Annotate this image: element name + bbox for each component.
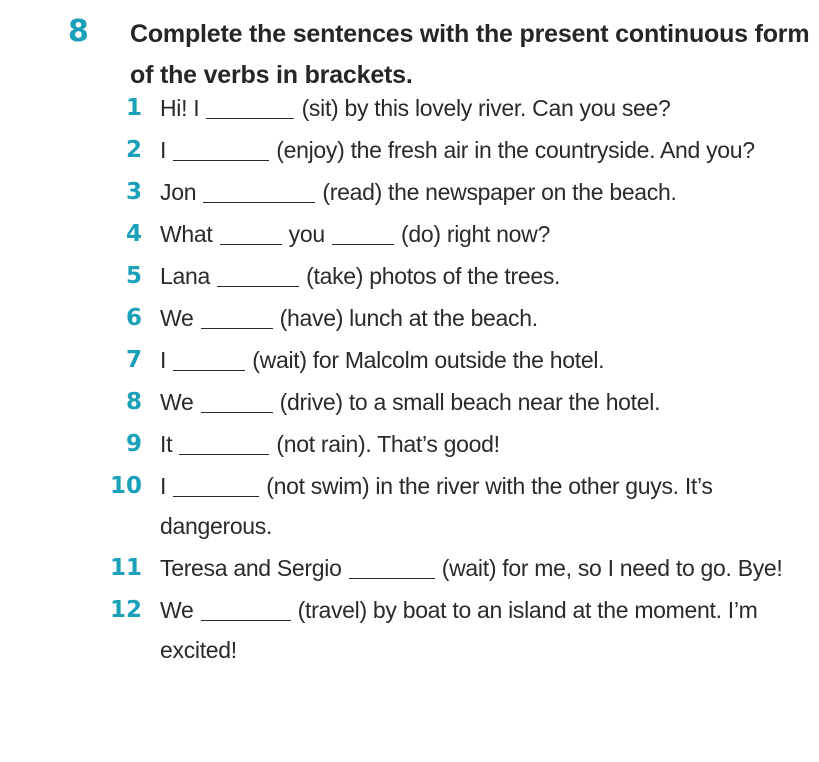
sentence-part: (take) photos of the trees.: [306, 263, 561, 289]
item-number: 2: [125, 137, 142, 163]
item-sentence: [160, 130, 800, 170]
item-sentence: [160, 256, 800, 296]
item-number: 5: [125, 263, 142, 289]
answer-blank[interactable]: [173, 137, 269, 161]
exercise-item-9: [0, 424, 819, 464]
exercise-item-6: [0, 298, 819, 338]
sentence-part: We: [160, 597, 200, 623]
sentence-part: Lana: [160, 263, 217, 289]
exercise-number: 8: [68, 14, 89, 49]
sentence-part: (do) right now?: [401, 221, 550, 247]
exercise-instruction: Complete the sentences with the present continuous form of the verbs in brackets.: [130, 20, 810, 89]
sentence-part: Teresa and Sergio: [160, 555, 348, 581]
exercise-item-8: [0, 382, 819, 422]
item-sentence: [160, 340, 800, 380]
sentence-part: I: [160, 347, 173, 373]
item-number: 12: [109, 597, 142, 623]
exercise-item-3: [0, 172, 819, 212]
sentence-part: I: [160, 137, 173, 163]
item-sentence: [160, 424, 800, 464]
item-sentence: [160, 88, 800, 128]
exercise-item-5: [0, 256, 819, 296]
answer-blank[interactable]: [349, 555, 435, 579]
answer-blank[interactable]: [206, 95, 294, 119]
answer-blank[interactable]: [201, 597, 291, 621]
answer-blank[interactable]: [173, 473, 259, 497]
answer-blank[interactable]: [332, 221, 394, 245]
answer-blank[interactable]: [217, 263, 299, 287]
answer-blank[interactable]: [201, 389, 273, 413]
item-number: 4: [125, 221, 142, 247]
item-sentence: [160, 298, 800, 338]
answer-blank[interactable]: [201, 305, 273, 329]
sentence-part: We: [160, 389, 200, 415]
sentence-part: (wait) for Malcolm outside the hotel.: [252, 347, 605, 373]
item-number: 6: [125, 305, 142, 331]
item-number: 10: [109, 473, 142, 499]
answer-blank[interactable]: [220, 221, 282, 245]
sentence-part: It: [160, 431, 179, 457]
sentence-part: We: [160, 305, 200, 331]
sentence-part: (drive) to a small beach near the hotel.: [279, 389, 661, 415]
item-sentence: [160, 466, 800, 546]
sentence-part: (travel) by boat to an island at the moment. I’m excited!: [160, 597, 758, 663]
exercise-item-2: [0, 130, 819, 170]
item-number: 11: [109, 555, 142, 581]
exercise-item-7: [0, 340, 819, 380]
exercise-items-list: [0, 88, 819, 670]
sentence-part: (read) the newspaper on the beach.: [322, 179, 677, 205]
exercise-item-11: [0, 548, 819, 588]
sentence-part: Hi! I: [160, 95, 206, 121]
item-number: 3: [125, 179, 142, 205]
item-sentence: [160, 382, 800, 422]
exercise-item-12: [0, 590, 819, 670]
sentence-part: Jon: [160, 179, 203, 205]
exercise-item-4: [0, 214, 819, 254]
item-number: 9: [125, 431, 142, 457]
item-number: 8: [125, 389, 142, 415]
exercise-item-10: [0, 466, 819, 546]
exercise-item-1: [0, 88, 819, 128]
sentence-part: (not swim) in the river with the other guys. It’s dangerous.: [160, 473, 713, 539]
item-sentence: [160, 214, 800, 254]
item-sentence: [160, 548, 800, 588]
sentence-part: I: [160, 473, 173, 499]
item-number: 1: [125, 95, 142, 121]
sentence-part: (enjoy) the fresh air in the countryside. And you?: [276, 137, 755, 163]
sentence-part: (sit) by this lovely river. Can you see?: [301, 95, 671, 121]
sentence-part: (have) lunch at the beach.: [279, 305, 538, 331]
answer-blank[interactable]: [179, 431, 269, 455]
sentence-part: you: [288, 221, 331, 247]
sentence-part: (wait) for me, so I need to go. Bye!: [441, 555, 783, 581]
item-sentence: [160, 590, 800, 670]
answer-blank[interactable]: [173, 347, 245, 371]
sentence-part: What: [160, 221, 219, 247]
answer-blank[interactable]: [203, 179, 315, 203]
item-sentence: [160, 172, 800, 212]
item-number: 7: [125, 347, 142, 373]
sentence-part: (not rain). That’s good!: [276, 431, 500, 457]
